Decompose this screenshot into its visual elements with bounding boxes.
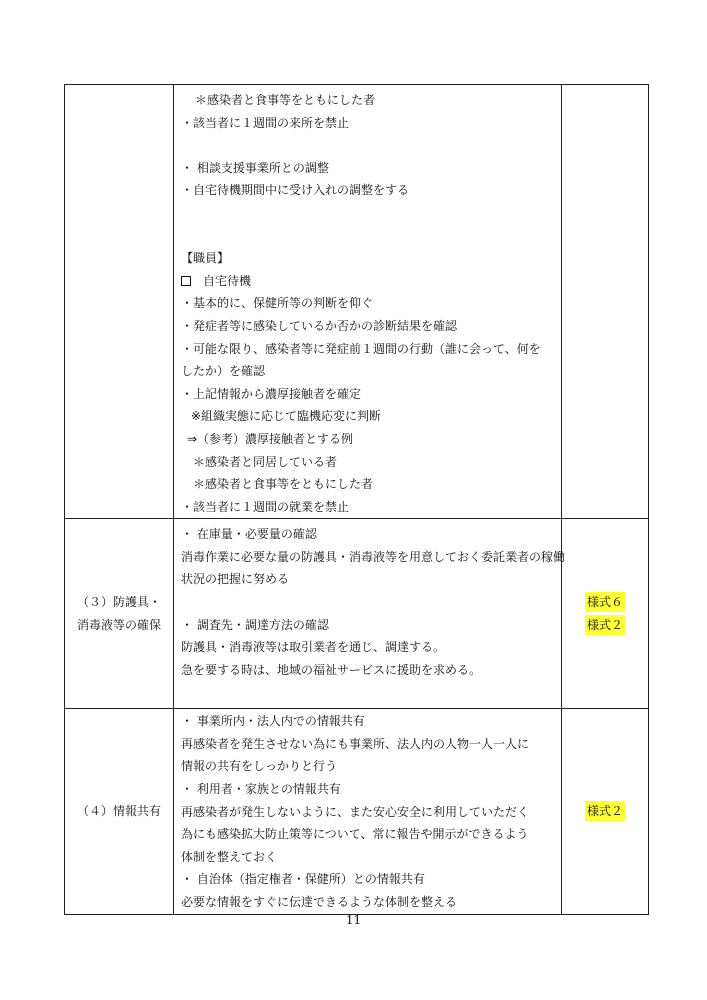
text-line: ・ 調査先・調達方法の確認 <box>181 617 329 632</box>
text-line: ＊感染者と同居している者 <box>193 454 338 469</box>
text-line: したか）を確認 <box>181 364 266 379</box>
checkbox-line <box>181 270 557 293</box>
label-cell-supplies <box>65 519 174 709</box>
form-badge: 様式２ <box>585 615 625 635</box>
text-line: 状況の把握に努める <box>181 572 290 587</box>
blank-line <box>181 134 557 157</box>
row-label-line2: 消毒液等の確保 <box>76 617 161 632</box>
checkbox-icon <box>181 276 191 286</box>
text-line: 必要な情報をすぐに伝達できるような体制を整える <box>181 895 458 910</box>
text-line: ・該当者に１週間の就業を禁止 <box>181 499 350 514</box>
form-cell-info <box>562 709 649 914</box>
text-line: ※組織実態に応じて臨機応変に判断 <box>191 409 382 424</box>
blank-line <box>181 225 557 248</box>
text-line: ・ 在庫量・必要量の確認 <box>181 527 317 542</box>
row-label-line1: （３）防護具・ <box>76 595 161 610</box>
text-line: 再感染者を発生させない為にも事業所、法人内の人物一人一人に <box>181 736 530 751</box>
label-cell-info <box>65 709 174 914</box>
text-line: 体制を整えておく <box>181 849 278 864</box>
table-row-continued <box>65 85 649 519</box>
text-line: ・発症者等に感染しているか否かの診断結果を確認 <box>181 318 458 333</box>
content-cell-info <box>174 709 562 914</box>
text-line: ・基本的に、保健所等の判断を仰ぐ <box>181 296 374 311</box>
text-line: ・ 相談支援事業所との調整 <box>181 160 329 175</box>
form-badge: 様式２ <box>585 801 625 821</box>
text-line: 防護具・消毒液等は取引業者を通じ、調達する。 <box>181 640 446 655</box>
row-label: （４）情報共有 <box>76 804 161 819</box>
blank-line <box>181 202 557 225</box>
text-line: ・自宅待機期間中に受け入れの調整をする <box>181 183 410 198</box>
text-line: 為にも感染拡大防止策等について、常に報告や開示ができるよう <box>181 827 529 842</box>
label-cell-empty <box>65 85 174 519</box>
text-line: 消毒作業に必要な量の防護具・消毒液等を用意しておく委託業者の稼働 <box>181 549 566 564</box>
table-row-info-sharing <box>65 709 649 914</box>
section-heading-staff: 【職員】 <box>181 251 230 266</box>
text-line: ・ 利用者・家族との情報共有 <box>181 782 341 797</box>
text-line: 急を要する時は、地域の福祉サービスに援助を求める。 <box>181 662 482 677</box>
form-cell-supplies <box>562 519 649 709</box>
blank-line <box>181 591 557 614</box>
form-badge: 様式６ <box>585 592 625 612</box>
page-number: 11 <box>345 913 362 927</box>
text-line: 情報の共有をしっかりと行う <box>181 759 338 774</box>
table-row-supplies <box>65 519 649 709</box>
text-line: ＊感染者と食事等をともにした者 <box>195 93 376 107</box>
text-line: ・ 事業所内・法人内での情報共有 <box>181 714 365 729</box>
form-cell-empty <box>562 85 649 519</box>
text-line: ・上記情報から濃厚接触者を確定 <box>181 386 362 401</box>
text-line: ⇒（参考）濃厚接触者とする例 <box>187 431 354 446</box>
content-cell-supplies <box>174 519 566 709</box>
text-line: ・可能な限り、感染者等に発症前１週間の行動（誰に会って、何を <box>181 341 541 356</box>
text-line: ＊感染者と食事等をともにした者 <box>193 477 374 492</box>
content-cell-continued <box>174 85 562 519</box>
text-line: ・該当者に１週間の来所を禁止 <box>181 115 350 130</box>
text-line: ・ 自治体（指定権者・保健所）との情報共有 <box>181 872 425 887</box>
text-line: 再感染者が発生しないように、また安心安全に利用していただく <box>181 804 530 819</box>
procedure-table <box>64 84 649 915</box>
checkbox-label: 自宅待機 <box>203 273 252 288</box>
